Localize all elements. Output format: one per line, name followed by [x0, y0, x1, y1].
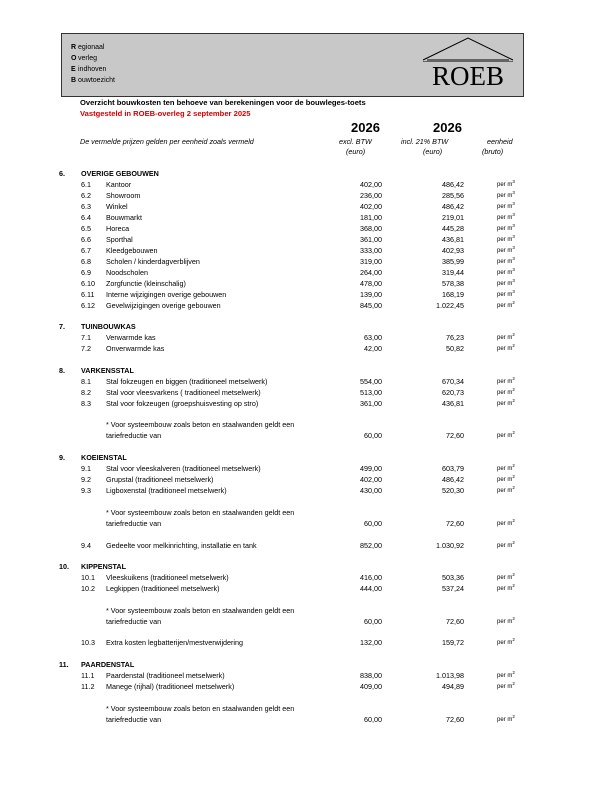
unit-text: per m: [497, 543, 513, 549]
unit-cell: [497, 235, 515, 245]
item-label: Grupstal (traditioneel metselwerk): [106, 475, 214, 484]
note-text: * Voor systeembouw zoals beton en staalwanden geldt een: [106, 508, 295, 517]
price-incl-btw: 445,28: [442, 224, 464, 233]
section-number: 9.: [59, 453, 65, 462]
item-label: Stal voor vleesvarkens ( traditioneel metselwerk): [106, 388, 261, 397]
unit-cell: [497, 191, 515, 201]
unit-text: per m: [497, 586, 513, 592]
section-title: TUINBOUWKAS: [81, 322, 136, 331]
item-label: Gedeelte voor melkinrichting, installatie en tank: [106, 541, 257, 550]
price-incl-btw: 72,60: [446, 617, 464, 626]
table-row: [0, 224, 612, 234]
unit-exponent: 2: [512, 540, 515, 545]
item-label: Stal fokzeugen en biggen (traditioneel metselwerk): [106, 377, 268, 386]
incl-btw-header: incl. 21% BTW: [401, 137, 449, 146]
item-code: 6.7: [81, 246, 91, 255]
item-code: 6.5: [81, 224, 91, 233]
note-text: tariefreductie van: [106, 715, 162, 724]
unit-text: per m: [497, 488, 513, 494]
price-excl-btw: 236,00: [360, 191, 382, 200]
price-incl-btw: 159,72: [442, 638, 464, 647]
table-row: [0, 246, 612, 256]
unit-exponent: 2: [512, 463, 515, 468]
price-excl-btw: 402,00: [360, 475, 382, 484]
unit-exponent: 2: [512, 714, 515, 719]
unit-exponent: 2: [512, 343, 515, 348]
acronym-letter: B: [71, 77, 77, 84]
table-row: [0, 638, 612, 648]
unit-exponent: 3: [512, 267, 515, 272]
price-incl-btw: 402,93: [442, 246, 464, 255]
price-incl-btw: 50,82: [446, 344, 464, 353]
unit-exponent: 3: [512, 278, 515, 283]
item-code: 7.2: [81, 344, 91, 353]
price-excl-btw: 444,00: [360, 584, 382, 593]
unit-text: per m: [497, 204, 513, 210]
price-excl-btw: 402,00: [360, 202, 382, 211]
table-row: [0, 541, 612, 551]
unit-exponent: 2: [512, 398, 515, 403]
unit-text: per m: [497, 281, 513, 287]
price-incl-btw: 537,24: [442, 584, 464, 593]
unit-cell: [497, 333, 515, 343]
section-title: KIPPENSTAL: [81, 562, 126, 571]
item-label: Showroom: [106, 191, 141, 200]
table-row: [0, 388, 612, 398]
price-excl-btw: 402,00: [360, 180, 382, 189]
item-label: Manege (rijhal) (traditioneel metselwerk): [106, 682, 235, 691]
item-code: 8.2: [81, 388, 91, 397]
table-row: [0, 279, 612, 289]
item-label: Stal voor vleeskalveren (traditioneel metselwerk): [106, 464, 261, 473]
unit-exponent: 2: [512, 300, 515, 305]
item-code: 10.3: [81, 638, 95, 647]
unit-text: per m: [497, 270, 513, 276]
table-row: [0, 464, 612, 474]
item-label: Onverwarmde kas: [106, 344, 165, 353]
price-excl-btw: 181,00: [360, 213, 382, 222]
item-code: 6.4: [81, 213, 91, 222]
section-number: 6.: [59, 169, 65, 178]
unit-text: per m: [497, 640, 513, 646]
note-row: [0, 519, 612, 529]
price-excl-btw: 478,00: [360, 279, 382, 288]
item-label: Kantoor: [106, 180, 132, 189]
table-row: [0, 399, 612, 409]
item-label: Interne wijzigingen overige gebouwen: [106, 290, 227, 299]
unit-cell: [497, 617, 515, 627]
acronym-line: [71, 55, 97, 63]
price-excl-btw: 319,00: [360, 257, 382, 266]
item-label: Vleeskuikens (traditioneel metselwerk): [106, 573, 229, 582]
price-excl-btw: 554,00: [360, 377, 382, 386]
price-incl-btw: 72,60: [446, 519, 464, 528]
item-label: Scholen / kinderdagverblijven: [106, 257, 200, 266]
price-excl-btw: 838,00: [360, 671, 382, 680]
price-excl-btw: 60,00: [364, 617, 382, 626]
table-row: [0, 682, 612, 692]
item-code: 10.1: [81, 573, 95, 582]
price-incl-btw: 436,81: [442, 399, 464, 408]
unit-header: eenheid: [487, 137, 513, 146]
item-label: Winkel: [106, 202, 128, 211]
note-row: [0, 715, 612, 725]
note-text: * Voor systeembouw zoals beton en staalwanden geldt een: [106, 420, 295, 429]
item-code: 6.11: [81, 290, 95, 299]
unit-cell: [497, 279, 515, 289]
unit-cell: [497, 475, 515, 485]
acronym-letter: O: [71, 55, 77, 62]
unit-text: per m: [497, 575, 513, 581]
price-excl-btw: 409,00: [360, 682, 382, 691]
unit-exponent: 3: [512, 201, 515, 206]
unit-exponent: 3: [512, 190, 515, 195]
unit-gross-header: (bruto): [482, 147, 504, 156]
price-excl-btw: 60,00: [364, 715, 382, 724]
item-label: Gevelwijzigingen overige gebouwen: [106, 301, 221, 310]
unit-cell: [497, 671, 515, 681]
table-row: [0, 333, 612, 343]
acronym-letter: E: [71, 66, 76, 73]
price-incl-btw: 319,44: [442, 268, 464, 277]
unit-cell: [497, 519, 515, 529]
section-number: 7.: [59, 322, 65, 331]
unit-text: per m: [497, 335, 513, 341]
unit-exponent: 3: [512, 234, 515, 239]
table-row: [0, 486, 612, 496]
unit-text: per m: [497, 401, 513, 407]
price-excl-btw: 416,00: [360, 573, 382, 582]
price-excl-btw: 60,00: [364, 431, 382, 440]
unit-cell: [497, 180, 515, 190]
item-code: 6.3: [81, 202, 91, 211]
unit-cell: [497, 213, 515, 223]
item-label: Extra kosten legbatterijen/mestverwijdering: [106, 638, 244, 647]
unit-exponent: 2: [512, 681, 515, 686]
price-excl-btw: 430,00: [360, 486, 382, 495]
excl-currency-header: (euro): [346, 147, 366, 156]
price-incl-btw: 486,42: [442, 475, 464, 484]
acronym-letter: R: [71, 44, 77, 51]
price-excl-btw: 42,00: [364, 344, 382, 353]
price-excl-btw: 264,00: [360, 268, 382, 277]
price-incl-btw: 503,36: [442, 573, 464, 582]
price-incl-btw: 436,81: [442, 235, 464, 244]
item-code: 8.3: [81, 399, 91, 408]
section-number: 8.: [59, 366, 65, 375]
section-number: 10.: [59, 562, 69, 571]
unit-exponent: 2: [512, 518, 515, 523]
section-heading: [0, 660, 612, 670]
unit-cell: [497, 290, 515, 300]
table-row: [0, 584, 612, 594]
unit-text: per m: [497, 182, 513, 188]
unit-exponent: 2: [512, 376, 515, 381]
price-excl-btw: 361,00: [360, 399, 382, 408]
price-excl-btw: 60,00: [364, 519, 382, 528]
item-label: Noodscholen: [106, 268, 148, 277]
unit-cell: [497, 246, 515, 256]
section-number: 11.: [59, 660, 69, 669]
section-title: PAARDENSTAL: [81, 660, 135, 669]
roeb-logo: [419, 36, 517, 94]
unit-cell: [497, 584, 515, 594]
unit-cell: [497, 224, 515, 234]
section-heading: [0, 453, 612, 463]
item-code: 9.4: [81, 541, 91, 550]
price-excl-btw: 499,00: [360, 464, 382, 473]
unit-cell: [497, 257, 515, 267]
item-label: Zorgfunctie (kleinschalig): [106, 279, 186, 288]
item-label: Ligboxenstal (traditioneel metselwerk): [106, 486, 227, 495]
table-row: [0, 268, 612, 278]
unit-cell: [497, 431, 515, 441]
unit-exponent: 3: [512, 212, 515, 217]
unit-text: per m: [497, 521, 513, 527]
item-code: 6.8: [81, 257, 91, 266]
item-code: 9.1: [81, 464, 91, 473]
price-incl-btw: 578,38: [442, 279, 464, 288]
acronym-rest: egionaal: [78, 44, 105, 51]
excl-btw-header: excl. BTW: [339, 137, 372, 146]
unit-text: per m: [497, 215, 513, 221]
price-incl-btw: 603,79: [442, 464, 464, 473]
item-code: 6.6: [81, 235, 91, 244]
price-incl-btw: 486,42: [442, 202, 464, 211]
price-incl-btw: 72,60: [446, 431, 464, 440]
item-label: Sporthal: [106, 235, 133, 244]
item-label: Kleedgebouwen: [106, 246, 158, 255]
table-row: [0, 671, 612, 681]
unit-cell: [497, 682, 515, 692]
unit-cell: [497, 344, 515, 354]
item-label: Horeca: [106, 224, 130, 233]
unit-text: per m: [497, 292, 513, 298]
unit-text: per m: [497, 226, 513, 232]
table-row: [0, 202, 612, 212]
table-row: [0, 573, 612, 583]
unit-cell: [497, 202, 515, 212]
unit-exponent: 2: [512, 474, 515, 479]
item-code: 11.1: [81, 671, 95, 680]
unit-text: per m: [497, 237, 513, 243]
unit-exponent: 2: [512, 485, 515, 490]
price-incl-btw: 670,34: [442, 377, 464, 386]
unit-text: per m: [497, 717, 513, 723]
item-code: 6.12: [81, 301, 95, 310]
price-incl-btw: 520,30: [442, 486, 464, 495]
unit-text: per m: [497, 619, 513, 625]
unit-text: per m: [497, 259, 513, 265]
unit-exponent: 2: [512, 670, 515, 675]
unit-exponent: 2: [512, 332, 515, 337]
unit-exponent: 2: [512, 583, 515, 588]
item-code: 6.9: [81, 268, 91, 277]
note-text: * Voor systeembouw zoals beton en staalwanden geldt een: [106, 704, 295, 713]
item-label: Legkippen (traditioneel metselwerk): [106, 584, 220, 593]
price-incl-btw: 1.030,92: [436, 541, 464, 550]
section-heading: [0, 169, 612, 179]
note-line: [0, 606, 612, 616]
price-excl-btw: 852,00: [360, 541, 382, 550]
item-code: 9.2: [81, 475, 91, 484]
item-label: Verwarmde kas: [106, 333, 156, 342]
price-incl-btw: 385,99: [442, 257, 464, 266]
note-line: [0, 704, 612, 714]
unit-exponent: 3: [512, 179, 515, 184]
table-row: [0, 213, 612, 223]
unit-cell: [497, 464, 515, 474]
year-incl-heading: 2026: [433, 120, 462, 135]
table-row: [0, 257, 612, 267]
note-row: [0, 431, 612, 441]
price-excl-btw: 368,00: [360, 224, 382, 233]
section-title: OVERIGE GEBOUWEN: [81, 169, 159, 178]
table-row: [0, 180, 612, 190]
section-title: VARKENSSTAL: [81, 366, 134, 375]
note-line: [0, 508, 612, 518]
price-excl-btw: 333,00: [360, 246, 382, 255]
incl-currency-header: (euro): [423, 147, 443, 156]
note-row: [0, 617, 612, 627]
unit-text: per m: [497, 673, 513, 679]
note-line: [0, 420, 612, 430]
unit-text: per m: [497, 303, 513, 309]
unit-text: per m: [497, 193, 513, 199]
price-incl-btw: 219,01: [442, 213, 464, 222]
item-label: Bouwmarkt: [106, 213, 142, 222]
unit-text: per m: [497, 248, 513, 254]
unit-exponent: 3: [512, 289, 515, 294]
item-code: 8.1: [81, 377, 91, 386]
unit-cell: [497, 399, 515, 409]
section-heading: [0, 322, 612, 332]
unit-text: per m: [497, 466, 513, 472]
unit-cell: [497, 486, 515, 496]
unit-cell: [497, 541, 515, 551]
item-code: 11.2: [81, 682, 95, 691]
year-excl-heading: 2026: [351, 120, 380, 135]
unit-cell: [497, 388, 515, 398]
unit-cell: [497, 638, 515, 648]
note-text: tariefreductie van: [106, 431, 162, 440]
acronym-rest: verleg: [78, 55, 98, 62]
logo-text: ROEB: [431, 61, 504, 91]
section-heading: [0, 562, 612, 572]
price-incl-btw: 285,56: [442, 191, 464, 200]
unit-exponent: 3: [512, 223, 515, 228]
unit-cell: [497, 301, 515, 311]
price-note: De vermelde prijzen gelden per eenheid zoals vermeld: [80, 137, 254, 146]
unit-exponent: 3: [512, 245, 515, 250]
unit-text: per m: [497, 379, 513, 385]
price-incl-btw: 76,23: [446, 333, 464, 342]
page-subtitle: Vastgesteld in ROEB-overleg 2 september 2025: [80, 109, 251, 118]
price-incl-btw: 494,89: [442, 682, 464, 691]
acronym-line: [71, 44, 104, 52]
item-code: 9.3: [81, 486, 91, 495]
table-row: [0, 301, 612, 311]
table-row: [0, 344, 612, 354]
unit-exponent: 2: [512, 430, 515, 435]
unit-text: per m: [497, 684, 513, 690]
price-incl-btw: 72,60: [446, 715, 464, 724]
item-code: 6.2: [81, 191, 91, 200]
unit-text: per m: [497, 433, 513, 439]
section-heading: [0, 366, 612, 376]
unit-cell: [497, 715, 515, 725]
price-excl-btw: 139,00: [360, 290, 382, 299]
price-incl-btw: 1.022,45: [436, 301, 464, 310]
acronym-rest: ouwtoezicht: [78, 77, 115, 84]
note-text: tariefreductie van: [106, 617, 162, 626]
table-row: [0, 290, 612, 300]
unit-text: per m: [497, 390, 513, 396]
table-row: [0, 191, 612, 201]
unit-text: per m: [497, 477, 513, 483]
table-row: [0, 235, 612, 245]
unit-exponent: 2: [512, 637, 515, 642]
table-row: [0, 475, 612, 485]
unit-cell: [497, 573, 515, 583]
price-excl-btw: 132,00: [360, 638, 382, 647]
price-excl-btw: 361,00: [360, 235, 382, 244]
acronym-line: [71, 77, 115, 85]
item-label: Paardenstal (traditioneel metselwerk): [106, 671, 225, 680]
unit-text: per m: [497, 346, 513, 352]
price-incl-btw: 168,19: [442, 290, 464, 299]
note-text: * Voor systeembouw zoals beton en staalwanden geldt een: [106, 606, 295, 615]
section-title: KOEIENSTAL: [81, 453, 127, 462]
unit-exponent: 2: [512, 616, 515, 621]
unit-exponent: 2: [512, 572, 515, 577]
item-label: Stal voor fokzeugen (groepshuisvesting op stro): [106, 399, 259, 408]
unit-cell: [497, 268, 515, 278]
price-excl-btw: 845,00: [360, 301, 382, 310]
table-row: [0, 377, 612, 387]
item-code: 6.1: [81, 180, 91, 189]
item-code: 7.1: [81, 333, 91, 342]
unit-cell: [497, 377, 515, 387]
price-excl-btw: 513,00: [360, 388, 382, 397]
price-incl-btw: 486,42: [442, 180, 464, 189]
price-incl-btw: 620,73: [442, 388, 464, 397]
unit-exponent: 3: [512, 256, 515, 261]
note-text: tariefreductie van: [106, 519, 162, 528]
price-excl-btw: 63,00: [364, 333, 382, 342]
item-code: 10.2: [81, 584, 95, 593]
page-title: Overzicht bouwkosten ten behoeve van berekeningen voor de bouwleges-toets: [80, 98, 366, 107]
acronym-line: [71, 66, 106, 74]
acronym-rest: indhoven: [78, 66, 107, 73]
price-incl-btw: 1.013,98: [436, 671, 464, 680]
unit-exponent: 2: [512, 387, 515, 392]
header-banner: [61, 33, 524, 97]
item-code: 6.10: [81, 279, 95, 288]
